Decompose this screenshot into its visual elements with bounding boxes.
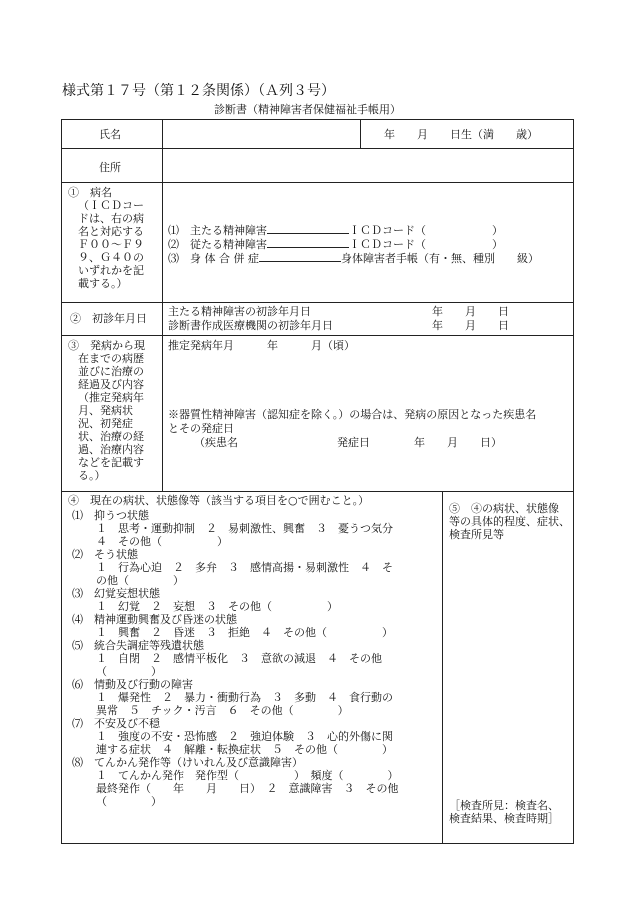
condition-item-head: ⑸ 統合失調症等残遺状態 (72, 639, 204, 652)
first-visit-facility-date: 年 月 日 (432, 319, 509, 332)
condition-item-head: ⑶ 幻覚妄想状態 (72, 587, 160, 600)
condition-item-head: ⑹ 情動及び行動の障害 (72, 678, 193, 691)
first-visit-primary-date: 年 月 日 (432, 305, 509, 318)
exam-findings-label: ［検査所見：検査名、 検査結果、検査時期］ (449, 799, 559, 825)
organic-disorder-note-2: とその発症日 (168, 422, 234, 435)
condition-item-head: ⑻ てんかん発作等（けいれん及び意識障害） (72, 756, 303, 769)
diagnosis-form (61, 119, 574, 844)
first-visit-primary: 主たる精神障害の初診年月日 (168, 305, 311, 318)
condition-item-head: ⑺ 不安及び不穏 (72, 717, 160, 730)
condition-items: ⑴ 抑うつ状態 １ 思考・運動抑制 ２ 易刺激性、興奮 ３ 憂うつ気分 ４ その他（ ） ⑵ そう状態 １ 行為心迫 ２ 多弁 ３ 感情高揚・易刺激性 ４ そ の他（ ） ⑶ 幻覚妄想状態 １ 幻覚 ２ 妄想 ３ その他（ ） ⑷ 精神運動興奮及び昏迷の状態 １ 興奮 ２ 昏迷 ３ 拒絶 ４ その他（ ） ⑸ 統合失調症等残遺状態 １ 自閉 ２ 感情平板化 ３ 意欲の減退 ４ その他 （ ） ⑹ 情動及び行動の障害 １ 爆発性 ２ 暴力・衝動行為 ３ 多動 ４ 食行動の 異常 ５ チック・汚言 ６ その他（ ） ⑺ 不安及び不穏 １ 強度の不安・恐怖感 ２ 強迫体験 ３ 心的外傷に関 連する症状 ４ 解離・転換症状 ５ その他（ ） ⑻ てんかん発作等（けいれん及び意識障害） １ てんかん発作 発作型（ ） 頻度（ ） 最終発作（ 年 月 日） ２ 意識障害 ３ その他 （ ） (72, 509, 440, 808)
cause-disease-line: （疾患名 発症日 年 月 日） (194, 436, 502, 449)
first-visit-label: ② 初診年月日 (70, 312, 147, 325)
history-label: ③ 発病から現 在までの病歴 並びに治療の 経過及び内容 （推定発病年 月、発病状 況、初発症 状、治療の経 過、治療内容 などを記載す る。） (68, 339, 145, 482)
name-label: 氏名 (99, 128, 121, 141)
address-label: 住所 (99, 161, 121, 174)
birthdate-age-field: 年 月 日生（満 歳） (384, 128, 538, 141)
primary-disorder-line: ⑴ 主たる精神障害 ＩＣＤコード（ ） (168, 224, 503, 237)
condition-item-head: ⑷ 精神運動興奮及び昏迷の状態 (72, 613, 237, 626)
condition-item-head: ⑴ 抑うつ状態 (72, 509, 149, 522)
estimated-onset: 推定発病年月 年 月（頃） (168, 339, 355, 352)
physical-complication-line: ⑶ 身 体 合 併 症 身体障害者手帳（有・無、種別 級） (168, 252, 539, 265)
first-visit-facility: 診断書作成医療機関の初診年月日 (168, 319, 333, 332)
form-subtitle: 診断書（精神障害者保健福祉手帳用） (214, 103, 401, 116)
condition-header: ④ 現在の病状、状態像等（該当する項目を○で囲むこと。） (68, 494, 370, 507)
form-title: 様式第１７号（第１２条関係）（Ａ列３号） (62, 83, 335, 99)
condition-item-head: ⑵ そう状態 (72, 548, 138, 561)
secondary-disorder-line: ⑵ 従たる精神障害 ＩＣＤコード（ ） (168, 238, 503, 251)
disease-label: ① 病名 （ＩＣＤコー ドは、右の病 名と対応する Ｆ００～Ｆ９ ９、Ｇ４０の いずれかを記 載する。） (68, 186, 144, 290)
symptom-detail-label: ⑤ ④の病状、状態像 等の具体的程度、症状、 検査所見等 (449, 502, 570, 541)
organic-disorder-note: ※器質性精神障害（認知症を除く。）の場合は、発病の原因となった疾患名 (168, 408, 537, 421)
